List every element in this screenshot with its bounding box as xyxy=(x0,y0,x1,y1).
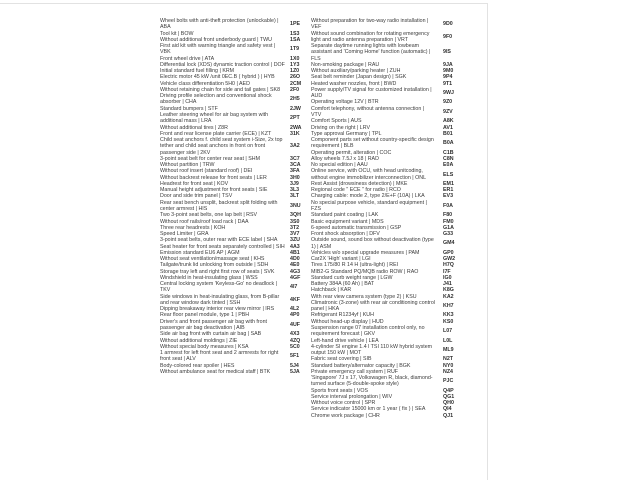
equipment-entry xyxy=(311,106,457,119)
equipment-pr-code: I7F xyxy=(443,268,451,275)
equipment-description: Without voice control | SPR xyxy=(311,400,376,407)
equipment-description: Leather steering wheel for air bag system with additional mass | LRA xyxy=(160,111,269,125)
equipment-entry xyxy=(311,300,457,313)
equipment-pr-code: 4D0 xyxy=(290,256,300,263)
equipment-description: Front shock absorption | DFV xyxy=(311,231,380,238)
equipment-description: Regional code " ECE " for radio | RCO xyxy=(311,187,401,194)
equipment-entry xyxy=(160,18,308,31)
equipment-pr-code: 9T1 xyxy=(443,80,453,87)
equipment-pr-code: L0L xyxy=(443,337,453,344)
equipment-description: Vehicles w/o special upgrade measures | PAM xyxy=(311,249,420,256)
equipment-pr-code: A8K xyxy=(443,118,454,125)
equipment-description: With rear view camera system (type 2) | KSU xyxy=(311,293,417,300)
equipment-pr-code: 3J9 xyxy=(290,180,299,187)
equipment-description: Chrome work package | CHR xyxy=(311,412,380,419)
equipment-pr-code: K8G xyxy=(443,287,454,294)
equipment-pr-code: FM0 xyxy=(443,218,454,225)
equipment-pr-code: 3H0 xyxy=(290,174,300,181)
equipment-pr-code: GP0 xyxy=(443,249,454,256)
equipment-pr-code: 26O xyxy=(290,74,301,81)
equipment-pr-code: 2H5 xyxy=(290,96,300,103)
equipment-pr-code: 1SA xyxy=(290,36,301,43)
equipment-pr-code: F80 xyxy=(443,212,453,219)
equipment-description: Driving profile selection and conventional shock absorber | CHA xyxy=(160,93,272,106)
equipment-pr-code: 1X0 xyxy=(290,55,300,62)
equipment-pr-code: 9JA xyxy=(443,61,453,68)
equipment-pr-code: KA2 xyxy=(443,293,454,300)
equipment-entry xyxy=(160,93,308,106)
equipment-description: Tires 175/80 R 14 H (ultra-light) | REI xyxy=(311,262,399,269)
equipment-pr-code: 1Z0 xyxy=(290,68,300,75)
equipment-pr-code: QI4 xyxy=(443,406,452,413)
equipment-description: Power supply/TV signal for customized installation | AUD xyxy=(311,86,432,100)
equipment-pr-code: N2T xyxy=(443,356,454,363)
equipment-pr-code: 4I7 xyxy=(290,284,298,291)
equipment-description: Battery 384A (60 Ah) | BAT xyxy=(311,281,375,288)
equipment-description: Door and side trim panel | TSV xyxy=(160,193,233,200)
equipment-pr-code: QH0 xyxy=(443,400,454,407)
equipment-description: Online service, with OCU, with head unitcoding, without engine immobilizer interconnection | ONL xyxy=(311,168,427,181)
equipment-pr-code: PJC xyxy=(443,378,454,385)
equipment-description: Charging cable: mode 2, type 2/E+F (10A) | LKA xyxy=(311,193,425,200)
equipment-entry xyxy=(160,294,308,307)
equipment-description: Vehicle class differentiation 5H0 | AED xyxy=(160,80,250,87)
equipment-description: Without additional front underbody guard | TWU xyxy=(160,36,272,43)
equipment-description: Rear floor panel module, type 1 | PBH xyxy=(160,312,250,319)
equipment-description: Operating voltage 12V | BTR xyxy=(311,99,379,106)
equipment-description: Front and rear license plate carrier (ECE) | KZT xyxy=(160,130,272,137)
equipment-pr-code: B0A xyxy=(443,140,454,147)
equipment-pr-code: ER1 xyxy=(443,187,454,194)
equipment-pr-code: 3A2 xyxy=(290,143,300,150)
equipment-description: Standard bumpers | STF xyxy=(160,105,218,112)
equipment-pr-code: B01 xyxy=(443,130,453,137)
equipment-pr-code: 9ZV xyxy=(443,108,453,115)
equipment-description: Without backrest release for front seats | LER xyxy=(160,174,267,181)
equipment-pr-code: 1T9 xyxy=(290,46,300,53)
equipment-pr-code: 9M0 xyxy=(443,68,454,75)
equipment-entry xyxy=(311,43,457,62)
equipment-description: Without sound combination for rotating emergency light and radio antenna preparation | VRT xyxy=(311,30,430,43)
equipment-description: Windshield in heat-insulating glass | WSS xyxy=(160,274,258,281)
equipment-pr-code: 1Y3 xyxy=(290,61,300,68)
equipment-pr-code: 4G3 xyxy=(290,268,301,275)
equipment-pr-code: 3CA xyxy=(290,162,301,169)
equipment-description: 1 armrest for left front seat and 2 armrests for right front seat | ALV xyxy=(160,350,279,363)
equipment-pr-code: 4GF xyxy=(290,274,301,281)
equipment-pr-code: 9Z0 xyxy=(443,99,453,106)
equipment-entry xyxy=(160,319,308,332)
equipment-description: Without ambulance seat for medical staff | BTK xyxy=(160,368,271,375)
equipment-entry xyxy=(160,112,308,125)
equipment-description: Storage tray left and right first row of seats | SVK xyxy=(160,268,275,275)
equipment-description: MIB2-G Standard PQ/MQB radio ROW | RAO xyxy=(311,268,419,275)
equipment-entry xyxy=(160,369,308,375)
equipment-pr-code: 4KF xyxy=(290,296,301,303)
equipment-description: Non-smoking package | RAU xyxy=(311,61,380,68)
equipment-description: Rear seat bench unsplit, backrest split folding with center armrest | HIS xyxy=(160,199,278,212)
equipment-pr-code: H7Q xyxy=(443,262,454,269)
equipment-pr-code: 2CM xyxy=(290,80,302,87)
equipment-description: Component parts set without country-specific design requirement | BLB xyxy=(311,137,434,150)
equipment-description: Without seat ventilation/massage seat | KHS xyxy=(160,256,265,263)
equipment-description: Initial standard fuel filling | KRM xyxy=(160,68,235,75)
equipment-pr-code: 3NU xyxy=(290,202,301,209)
equipment-description: Hatchback | KAR xyxy=(311,287,352,294)
equipment-pr-code: 4UF xyxy=(290,321,301,328)
equipment-description: Comfort Sports | AUS xyxy=(311,118,362,125)
equipment-entry xyxy=(311,18,457,31)
equipment-description: No special purpose vehicle, standard equipment | FZS xyxy=(311,199,427,212)
equipment-pr-code: 2WA xyxy=(290,124,302,131)
equipment-pr-code: 4X3 xyxy=(290,331,300,338)
equipment-description: Front wheel drive | ATA xyxy=(160,55,215,62)
equipment-pr-code: KH7 xyxy=(443,303,454,310)
equipment-description: Speed Limiter | GRA xyxy=(160,231,209,238)
equipment-description: Standard curb weight range | LGW xyxy=(311,274,393,281)
equipment-pr-code: 31K xyxy=(290,130,300,137)
equipment-pr-code: IG0 xyxy=(443,274,452,281)
equipment-description: Tailgate/trunk lid unlocking from outside | SDH xyxy=(160,262,269,269)
equipment-entry xyxy=(311,325,457,338)
equipment-pr-code: 9IS xyxy=(443,49,451,56)
equipment-pr-code: 5J4 xyxy=(290,362,299,369)
equipment-description: Fabric seat covering | SIB xyxy=(311,356,372,363)
equipment-entry xyxy=(311,87,457,100)
equipment-description: Without additional moldings | ZIE xyxy=(160,337,238,344)
equipment-description: Without roof rails/roof load rack | DAA xyxy=(160,218,249,225)
equipment-description: Without auxiliary/parking heater | ZUH xyxy=(311,68,401,75)
equipment-description: Service interval prolongation | WIV xyxy=(311,393,393,400)
equipment-description: Side windows in heat-insulating glass, from B-pillar and rear window dark tinted | SSH xyxy=(160,293,280,306)
equipment-pr-code: 5C0 xyxy=(290,343,300,350)
equipment-description: Manual height adjustment for front seats | SIE xyxy=(160,187,268,194)
equipment-entry xyxy=(311,375,457,388)
document-page-panel xyxy=(0,3,488,480)
equipment-description: Private emergency call system | RUF xyxy=(311,368,399,375)
equipment-pr-code: G33 xyxy=(443,231,454,238)
equipment-description: 3-point seat belts, outer rear with ECE label | SHA xyxy=(160,237,278,244)
equipment-pr-code: KS0 xyxy=(443,318,454,325)
equipment-description: Service indicator 15000 km or 1 year ( fix ) | SEA xyxy=(311,406,426,413)
equipment-pr-code: 4P0 xyxy=(290,312,300,319)
equipment-description: 'Singapore' 7J x 17, Volkswagen R, black, diamond-turned surface (5-double-spoke style) xyxy=(311,375,433,388)
equipment-entry xyxy=(311,344,457,357)
equipment-pr-code: ML9 xyxy=(443,346,454,353)
equipment-description: Child seat anchors f. child seat system i-Size, 2x top tether and child seat anchors in front on front passenger side | 2KV xyxy=(160,137,283,156)
equipment-pr-code: 3S0 xyxy=(290,218,300,225)
equipment-description: Rest Assist (drowsiness detection) | MKE xyxy=(311,180,408,187)
equipment-description: Alloy wheels 7.5J x 18 | RAD xyxy=(311,155,379,162)
equipment-pr-code: 2JW xyxy=(290,105,301,112)
equipment-description: Outside sound, sound box without deactivation (type 1) | ASM xyxy=(311,237,434,250)
equipment-pr-code: NZ4 xyxy=(443,368,454,375)
equipment-description: Tool kit | BOW xyxy=(160,30,194,37)
equipment-entry xyxy=(311,137,457,150)
equipment-description: Driving on the right | LRV xyxy=(311,124,370,131)
equipment-description: Without special body measures | KSA xyxy=(160,343,249,350)
equipment-column-left xyxy=(160,18,308,375)
equipment-description: Suspension range 07 installation control only, no requirement forecast | GKV xyxy=(311,325,425,338)
equipment-pr-code: KK3 xyxy=(443,312,454,319)
equipment-pr-code: 2F0 xyxy=(290,86,300,93)
equipment-pr-code: NY0 xyxy=(443,362,454,369)
equipment-description: 4-cylinder SI engine 1.4 l TSI 110 kW hybrid system output 150 kW | MOT xyxy=(311,343,433,357)
equipment-pr-code: 3V7 xyxy=(290,231,300,238)
equipment-description: Wheel bolts with anti-theft protection (unlockable) | ABA xyxy=(160,18,279,31)
equipment-pr-code: AV1 xyxy=(443,124,453,131)
equipment-pr-code: 4B1 xyxy=(290,249,300,256)
equipment-description: Seat belt reminder (Japan design) | SGK xyxy=(311,74,407,81)
equipment-description: Basic equipment variant | MDS xyxy=(311,218,384,225)
equipment-pr-code: GM4 xyxy=(443,240,455,247)
equipment-description: Electric motor 45 kW /unit 0EC.B ( hybrid ) | HYB xyxy=(160,74,275,81)
equipment-entry xyxy=(160,281,308,294)
equipment-pr-code: 4ZQ xyxy=(290,337,301,344)
equipment-pr-code: Q4P xyxy=(443,387,454,394)
equipment-description: 3-point seat belt for center rear seat | SHM xyxy=(160,155,261,162)
equipment-pr-code: C1B xyxy=(443,149,454,156)
equipment-description: Without partition | TRW xyxy=(160,162,215,169)
equipment-description: Heated washer nozzles, front | BWD xyxy=(311,80,397,87)
equipment-description: Body-colored rear spoiler | HES xyxy=(160,362,235,369)
equipment-pr-code: EM1 xyxy=(443,180,454,187)
equipment-entry xyxy=(160,137,308,156)
equipment-pr-code: 4E0 xyxy=(290,262,300,269)
equipment-pr-code: 3C7 xyxy=(290,155,300,162)
equipment-description: Driver's and front passenger air bag with front passenger air bag deactivation | AIB xyxy=(160,318,268,332)
equipment-description: Seat heater for front seats separately controlled | SIH xyxy=(160,243,285,250)
equipment-entry xyxy=(160,200,308,213)
equipment-pr-code: QG1 xyxy=(443,393,455,400)
equipment-pr-code: ELS xyxy=(443,171,454,178)
equipment-description: Left-hand drive vehicle | LEA xyxy=(311,337,379,344)
equipment-description: Without retaining chain for side and tail gates | SK8 xyxy=(160,86,281,93)
equipment-description: Comfort telephony, without antenna connection | VTV xyxy=(311,105,425,118)
equipment-description: Refrigerant R1234yf | KUH xyxy=(311,312,374,319)
equipment-pr-code: 9D0 xyxy=(443,21,453,28)
equipment-description: Car2X 'High' variant | LGI xyxy=(311,256,371,263)
equipment-description: Differential lock (XDS) dynamic traction control | DOF xyxy=(160,61,285,68)
equipment-pr-code: EV3 xyxy=(443,193,454,200)
equipment-pr-code: C8N xyxy=(443,155,454,162)
equipment-description: No special edition | AAU xyxy=(311,162,368,169)
equipment-entry xyxy=(311,168,457,181)
equipment-description: Central locking system 'Keyless-Go' no deadlock | TKV xyxy=(160,281,278,294)
equipment-entry xyxy=(311,200,457,213)
equipment-pr-code: QJ1 xyxy=(443,412,454,419)
equipment-description: Emission standard EU6 AP | AGM xyxy=(160,249,240,256)
equipment-description: Three rear headrests | KOH xyxy=(160,224,226,231)
equipment-pr-code: GW2 xyxy=(443,256,456,263)
equipment-pr-code: 9P4 xyxy=(443,74,453,81)
equipment-pr-code: 3QH xyxy=(290,212,301,219)
equipment-pr-code: 4L2 xyxy=(290,306,300,313)
equipment-description: Without head-up display | HUD xyxy=(311,318,384,325)
equipment-pr-code: 4A3 xyxy=(290,243,300,250)
equipment-description: Without roof insert (standard roof) | DEI xyxy=(160,168,253,175)
equipment-pr-code: 3LT xyxy=(290,193,300,200)
equipment-entry xyxy=(311,31,457,44)
equipment-description: Operating permit, alteration | COC xyxy=(311,149,392,156)
equipment-pr-code: 9WJ xyxy=(443,90,454,97)
equipment-description: First aid kit with warning triangle and safety vest | VBK xyxy=(160,43,276,56)
equipment-entry xyxy=(160,43,308,56)
equipment-description: Without additional tires | Z8R xyxy=(160,124,228,131)
equipment-description: Side air bag front with curtain air bag | SAB xyxy=(160,331,262,338)
equipment-entry xyxy=(160,350,308,363)
equipment-description: Type approval Germany | TPL xyxy=(311,130,382,137)
equipment-pr-code: 3FA xyxy=(290,168,300,175)
equipment-pr-code: 1S3 xyxy=(290,30,300,37)
equipment-description: 6-speed automatic transmission | GSP xyxy=(311,224,402,231)
equipment-pr-code: G1A xyxy=(443,224,454,231)
equipment-pr-code: F0A xyxy=(443,202,454,209)
equipment-pr-code: J41 xyxy=(443,281,452,288)
equipment-description: Climatronic (3-zone) with rear air conditioning control panel | HKA xyxy=(311,299,435,313)
equipment-pr-code: E0A xyxy=(443,162,454,169)
equipment-pr-code: 3T2 xyxy=(290,224,300,231)
equipment-pr-code: 5F1 xyxy=(290,353,300,360)
equipment-description: Sports front seats | VOS xyxy=(311,387,369,394)
equipment-pr-code: 9F0 xyxy=(443,33,453,40)
equipment-entry xyxy=(311,237,457,250)
equipment-description: Separate daytime running lights with lowbeam assistant and 'Coming Home' function (automatic) | FLS xyxy=(311,43,431,62)
equipment-description: Without preparation for two-way radio installation | VEF xyxy=(311,18,429,31)
equipment-description: Standard paint coating | LAK xyxy=(311,212,379,219)
equipment-pr-code: 1PE xyxy=(290,21,301,28)
equipment-pr-code: 3ZU xyxy=(290,237,301,244)
equipment-column-right xyxy=(311,18,457,419)
equipment-description: Two 3-point seat belts, one lap belt | RSV xyxy=(160,212,258,219)
equipment-description: Standard battery/alternator capacity | BGK xyxy=(311,362,411,369)
equipment-pr-code: 5JA xyxy=(290,368,300,375)
equipment-pr-code: 3L3 xyxy=(290,187,300,194)
equipment-pr-code: 2PT xyxy=(290,115,300,122)
equipment-description: Headrest for front seat | KOV xyxy=(160,180,229,187)
equipment-pr-code: L07 xyxy=(443,328,453,335)
equipment-entry xyxy=(311,413,457,419)
equipment-description: Dipping breakaway interior rear view mirror | IRS xyxy=(160,306,275,313)
